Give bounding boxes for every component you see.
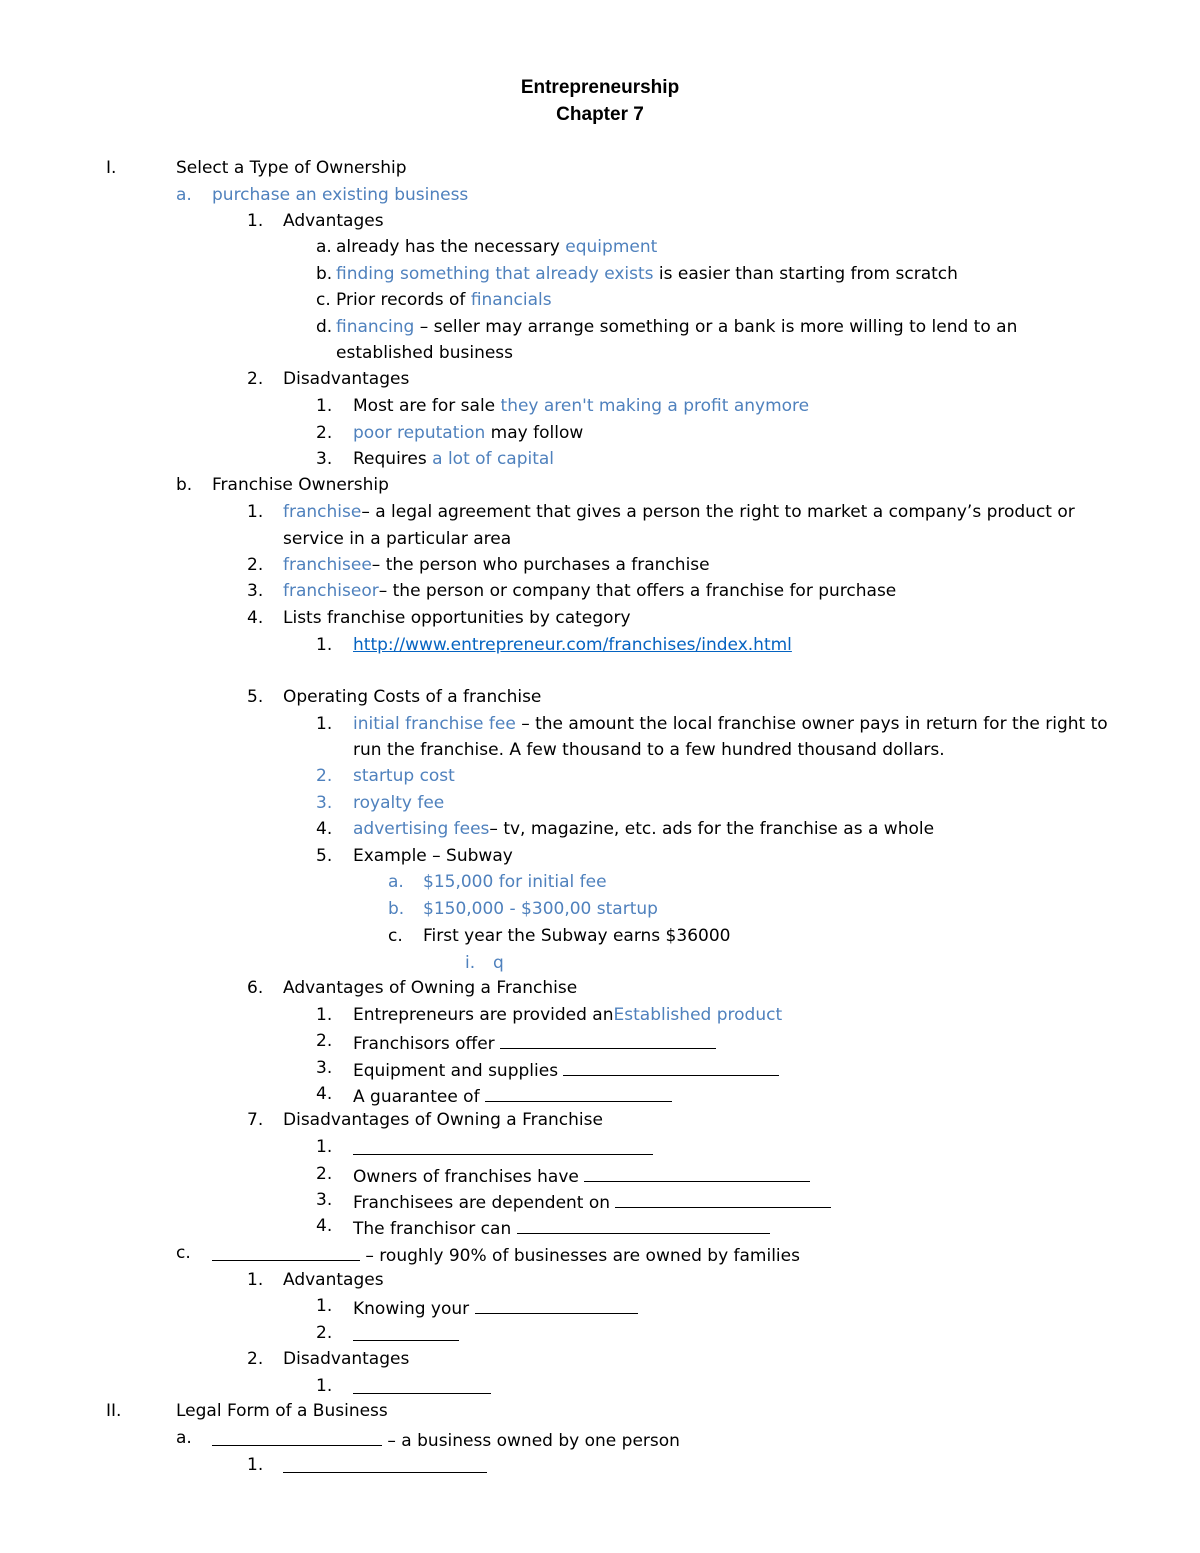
item-text: run the franchise. A few thousand to a few hundred thousand dollars. — [353, 740, 945, 760]
list-marker: 1. — [316, 714, 333, 734]
item-text: – tv, magazine, etc. ads for the franchise as a whole — [489, 819, 935, 839]
answer-text: q — [493, 953, 504, 973]
outline-item — [353, 1007, 782, 1024]
list-marker: 1. — [316, 1005, 333, 1025]
answer-text: poor reputation — [353, 423, 486, 443]
answer-text: $15,000 for initial fee — [423, 872, 607, 892]
outline-item — [353, 821, 934, 838]
outline-item — [353, 1218, 770, 1238]
fill-in-blank[interactable] — [475, 1298, 638, 1314]
franchise-link[interactable]: http://www.entrepreneur.com/franchises/index.html — [353, 635, 792, 655]
item-text: Equipment and supplies — [353, 1061, 564, 1081]
outline-item — [283, 689, 541, 706]
list-marker: 2. — [316, 1164, 333, 1184]
item-text: Lists franchise opportunities by category — [283, 608, 631, 628]
outline-item — [212, 187, 468, 204]
item-text: may follow — [485, 423, 584, 443]
outline-item — [176, 160, 407, 177]
answer-text: financing — [336, 317, 415, 337]
outline-item — [353, 1325, 459, 1345]
item-text: Advantages of Owning a Franchise — [283, 978, 578, 998]
chapter-heading: Chapter 7 — [556, 104, 644, 125]
outline-item — [283, 504, 1075, 521]
outline-item — [283, 1272, 384, 1289]
fill-in-blank[interactable] — [283, 1457, 487, 1473]
list-marker: c. — [388, 926, 403, 946]
answer-text: purchase an existing business — [212, 185, 469, 205]
outline-item — [283, 213, 384, 230]
outline-item — [353, 1033, 716, 1053]
fill-in-blank[interactable] — [353, 1378, 491, 1394]
outline-item — [283, 531, 511, 548]
list-marker: b. — [176, 475, 193, 495]
answer-text: advertising fees — [353, 819, 490, 839]
list-marker: 2. — [316, 766, 333, 786]
outline-item — [353, 795, 444, 812]
outline-item — [283, 1351, 409, 1368]
list-marker: 1. — [247, 1270, 264, 1290]
outline-item — [283, 980, 577, 997]
list-marker: i. — [465, 953, 476, 973]
item-text: service in a particular area — [283, 529, 512, 549]
list-marker: 3. — [316, 793, 333, 813]
fill-in-blank[interactable] — [500, 1033, 716, 1049]
outline-item — [493, 955, 504, 972]
list-marker: 4. — [316, 819, 333, 839]
outline-item — [336, 319, 1017, 336]
item-text: A guarantee of — [353, 1087, 485, 1107]
item-text: is easier than starting from scratch — [653, 264, 958, 284]
outline-item — [283, 557, 710, 574]
list-marker: II. — [106, 1401, 122, 1421]
outline-item — [353, 637, 792, 654]
item-text: Most are for sale — [353, 396, 501, 416]
list-marker: 2. — [316, 1031, 333, 1051]
item-text: Disadvantages — [283, 1349, 410, 1369]
answer-text: Established product — [613, 1005, 783, 1025]
list-marker: 3. — [316, 1190, 333, 1210]
outline-item — [283, 610, 631, 627]
answer-text: franchiseor — [283, 581, 379, 601]
list-marker: 2. — [247, 369, 264, 389]
item-text: – the amount the local franchise owner pays in return for the right to — [515, 714, 1108, 734]
answer-text: initial franchise fee — [353, 714, 516, 734]
list-marker: a. — [316, 237, 332, 257]
answer-text: $150,000 - $300,00 startup — [423, 899, 658, 919]
list-marker: 3. — [316, 1058, 333, 1078]
list-marker: a. — [176, 1428, 192, 1448]
outline-item — [212, 1245, 800, 1265]
list-marker: 6. — [247, 978, 264, 998]
item-text: Franchisors offer — [353, 1034, 501, 1054]
list-marker: 2. — [316, 423, 333, 443]
fill-in-blank[interactable] — [212, 1245, 360, 1261]
outline-item — [283, 583, 896, 600]
fill-in-blank[interactable] — [212, 1430, 382, 1446]
list-marker: 5. — [247, 687, 264, 707]
fill-in-blank[interactable] — [517, 1218, 770, 1234]
fill-in-blank[interactable] — [584, 1166, 810, 1182]
list-marker: 2. — [316, 1323, 333, 1343]
list-marker: 2. — [247, 1349, 264, 1369]
item-text: – a legal agreement that gives a person the right to market a company’s product or — [361, 502, 1075, 522]
answer-text: royalty fee — [353, 793, 445, 813]
fill-in-blank[interactable] — [353, 1139, 653, 1155]
item-text: Disadvantages of Owning a Franchise — [283, 1110, 603, 1130]
list-marker: b. — [388, 899, 405, 919]
list-marker: 7. — [247, 1110, 264, 1130]
item-text: The franchisor can — [353, 1219, 517, 1239]
outline-item — [353, 716, 1108, 733]
list-marker: 4. — [247, 608, 264, 628]
item-text: – a business owned by one person — [382, 1431, 680, 1451]
outline-item — [353, 1378, 491, 1398]
list-marker: 1. — [316, 1296, 333, 1316]
outline-item — [353, 742, 945, 759]
outline-item — [353, 451, 554, 468]
answer-text: equipment — [565, 237, 658, 257]
item-text: First year the Subway earns $36000 — [423, 926, 731, 946]
fill-in-blank[interactable] — [615, 1192, 831, 1208]
outline-item — [336, 239, 657, 256]
outline-item — [176, 1403, 388, 1420]
answer-text: financials — [470, 290, 552, 310]
item-text: established business — [336, 343, 514, 363]
outline-item — [353, 1166, 810, 1186]
item-text: Knowing your — [353, 1299, 475, 1319]
list-marker: 1. — [247, 502, 264, 522]
outline-item — [423, 901, 658, 918]
list-marker: c. — [316, 290, 331, 310]
outline-item — [353, 425, 583, 442]
item-text: – roughly 90% of businesses are owned by families — [360, 1246, 800, 1266]
item-text: Requires — [353, 449, 433, 469]
item-text: Select a Type of Ownership — [176, 158, 407, 178]
outline-item — [336, 345, 513, 362]
fill-in-blank[interactable] — [353, 1325, 459, 1341]
item-text: – the person or company that offers a franchise for purchase — [378, 581, 897, 601]
list-marker: 1. — [247, 211, 264, 231]
document-title: Entrepreneurship — [520, 77, 680, 98]
outline-item — [353, 1139, 653, 1159]
item-text: Prior records of — [336, 290, 471, 310]
outline-item — [353, 768, 455, 785]
item-text: already has the necessary — [336, 237, 566, 257]
outline-item — [423, 874, 607, 891]
list-marker: 1. — [316, 1376, 333, 1396]
answer-text: startup cost — [353, 766, 455, 786]
item-text: Advantages — [283, 1270, 384, 1290]
item-text: Disadvantages — [283, 369, 410, 389]
outline-item — [353, 848, 513, 865]
item-text: Franchisees are dependent on — [353, 1193, 616, 1213]
answer-text: finding something that already exists — [336, 264, 654, 284]
list-marker: 4. — [316, 1216, 333, 1236]
answer-text: a lot of capital — [432, 449, 555, 469]
list-marker: 1. — [316, 396, 333, 416]
outline-item — [353, 398, 809, 415]
list-marker: 3. — [316, 449, 333, 469]
list-marker: 4. — [316, 1084, 333, 1104]
list-marker: 1. — [316, 635, 333, 655]
item-text: Example – Subway — [353, 846, 513, 866]
outline-item — [283, 1457, 487, 1477]
outline-item — [336, 292, 552, 309]
list-marker: 5. — [316, 846, 333, 866]
list-marker: 2. — [247, 555, 264, 575]
fill-in-blank[interactable] — [485, 1086, 672, 1102]
item-text: Legal Form of a Business — [176, 1401, 388, 1421]
list-marker: 1. — [316, 1137, 333, 1157]
outline-item — [353, 1192, 831, 1212]
list-marker: c. — [176, 1243, 191, 1263]
item-text: Franchise Ownership — [212, 475, 389, 495]
list-marker: I. — [106, 158, 117, 178]
item-text: – the person who purchases a franchise — [371, 555, 710, 575]
answer-text: they aren't making a profit anymore — [500, 396, 810, 416]
item-text: Advantages — [283, 211, 384, 231]
outline-item — [353, 1060, 779, 1080]
outline-item — [212, 477, 389, 494]
item-text: Entrepreneurs are provided an — [353, 1005, 614, 1025]
list-marker: d. — [316, 317, 333, 337]
outline-item — [423, 928, 730, 945]
answer-text: franchise — [283, 502, 362, 522]
outline-item — [353, 1298, 638, 1318]
outline-item — [283, 1112, 603, 1129]
list-marker: b. — [316, 264, 333, 284]
item-text: Operating Costs of a franchise — [283, 687, 542, 707]
fill-in-blank[interactable] — [563, 1060, 779, 1076]
outline-item — [353, 1086, 672, 1106]
outline-item — [283, 371, 409, 388]
answer-text: franchisee — [283, 555, 372, 575]
outline-item — [336, 266, 958, 283]
list-marker: 1. — [247, 1455, 264, 1475]
item-text: Owners of franchises have — [353, 1167, 585, 1187]
outline-item — [212, 1430, 680, 1450]
list-marker: a. — [176, 185, 192, 205]
list-marker: a. — [388, 872, 404, 892]
item-text: – seller may arrange something or a bank is more willing to lend to an — [414, 317, 1018, 337]
list-marker: 3. — [247, 581, 264, 601]
